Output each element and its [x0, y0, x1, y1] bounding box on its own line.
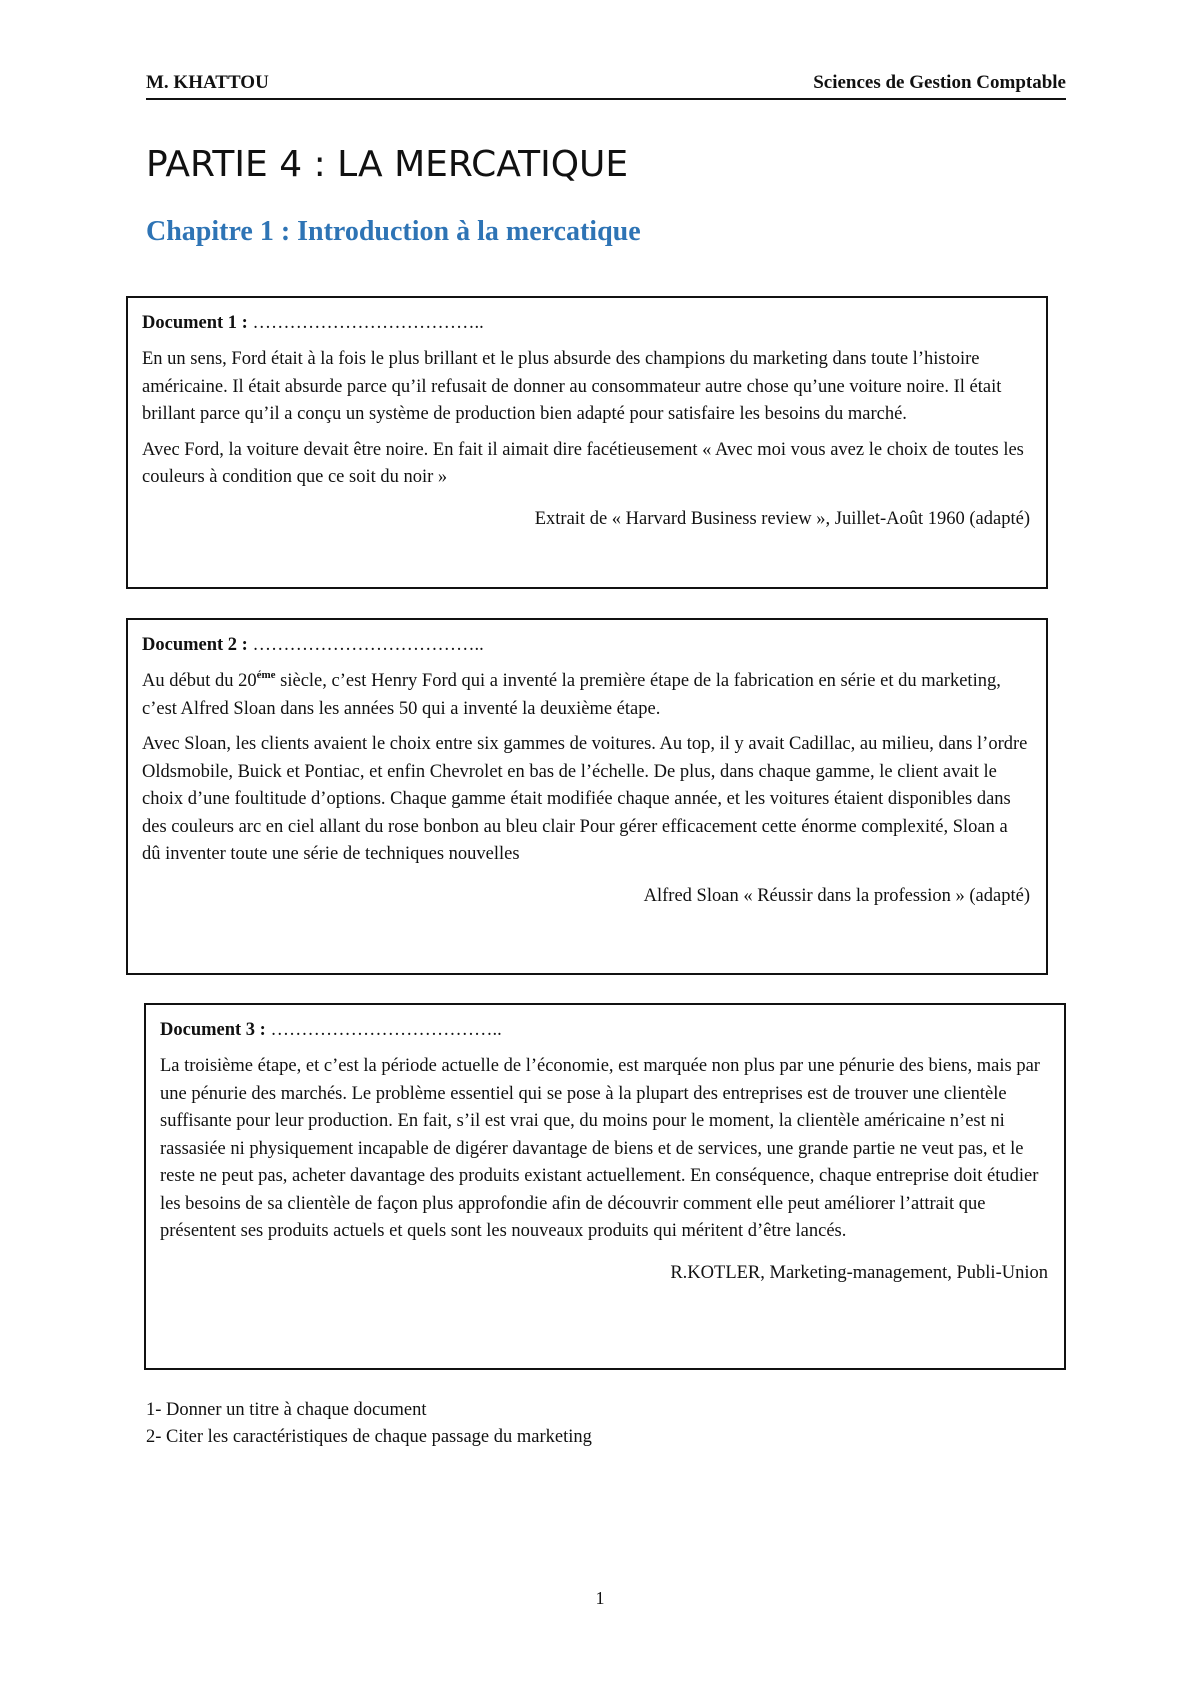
document-2-paragraph-2: Avec Sloan, les clients avaient le choix entre six gammes de voitures. Au top, il y avait Cadillac, au milieu, dans l’ordre Oldsmobile, Buick et Pontiac, et enfin Chevrolet en bas de l’échelle. De plus, dans chaque gamme, le client avait le choix d’une foultitude d’options. Chaque gamme était modifiée chaque année, et les voitures étaient disponibles dans des couleurs arc en ciel allant du rose bonbon au bleu clair Pour gérer efficacement cette énorme complexité, Sloan a dû inventer toute une série de techniques nouvelles — [142, 734, 1028, 864]
document-1-box — [126, 296, 1048, 589]
document-2-paragraph-1 — [142, 668, 1030, 723]
page-number: 1 — [595, 1588, 605, 1608]
document-1-paragraph-2: Avec Ford, la voiture devait être noire. En fait il aimait dire facétieusement « Avec moi vous avez le choix de toutes les couleurs à condition que ce soit du noir » — [142, 439, 1024, 487]
document-3-paragraph-1: La troisième étape, et c’est la période actuelle de l’économie, est marquée non plus par une pénurie des biens, mais par une pénurie des marchés. Le problème essentiel qui se pose à la plupart des entreprises est de trouver une clientèle suffisante pour leur production. En fait, s’il est vrai que, du moins pour le moment, la clientèle américaine n’est ni rassasiée ni physiquement incapable de digérer davantage de biens et de services, une grande partie ne veut pas, et le reste ne peut pas, acheter davantage des produits existant actuellement. En conséquence, chaque entreprise doit étudier les besoins de sa clientèle de façon plus approfondie afin de découvrir comment elle peut améliorer l’attrait que présentent ses produits actuels et quels sont les nouveaux produits qui méritent d’être lancés. — [160, 1056, 1040, 1241]
document-1-label: Document 1 : — [142, 313, 248, 333]
questions-list — [146, 1397, 592, 1451]
document-3-title-blank: ……………………………….. — [270, 1020, 502, 1040]
question-1: 1- Donner un titre à chaque document — [146, 1400, 427, 1420]
document-2-superscript: éme — [256, 669, 276, 681]
document-2-paragraph-1-start: Au début du 20 — [142, 671, 257, 691]
document-2-paragraph-1-end: siècle, c’est Henry Ford qui a inventé la première étape de la fabrication en série et du marketing, c’est Alfred Sloan dans les années 50 qui a inventé la deuxième étape. — [142, 671, 1001, 719]
part-title: PARTIE 4 : LA MERCATIQUE — [146, 144, 629, 185]
document-2-box — [126, 618, 1048, 975]
document-1-title-blank: ……………………………….. — [252, 313, 484, 333]
document-3-box — [144, 1003, 1066, 1370]
question-2: 2- Citer les caractéristiques de chaque passage du marketing — [146, 1427, 592, 1447]
document-2-title-blank: ……………………………….. — [252, 635, 484, 655]
document-3-label: Document 3 : — [160, 1020, 266, 1040]
page-header — [146, 72, 1066, 100]
header-author: M. KHATTOU — [146, 72, 269, 93]
document-1-heading — [142, 310, 1030, 336]
document-1-paragraph-1: En un sens, Ford était à la fois le plus brillant et le plus absurde des champions du marketing dans toute l’histoire américaine. Il était absurde parce qu’il refusait de donner au consommateur autre chose qu’une voiture noire. Il était brillant parce qu’il a conçu un système de production bien adapté pour satisfaire les besoins du marché. — [142, 349, 1002, 424]
header-subject: Sciences de Gestion Comptable — [813, 72, 1066, 93]
document-2-label: Document 2 : — [142, 635, 248, 655]
chapter-title: Chapitre 1 : Introduction à la mercatique — [146, 216, 641, 247]
document-3-source: R.KOTLER, Marketing-management, Publi-Union — [670, 1262, 1048, 1283]
document-1-source: Extrait de « Harvard Business review », Juillet-Août 1960 (adapté) — [534, 508, 1030, 529]
document-3-heading — [160, 1017, 1048, 1043]
document-2-heading — [142, 632, 1030, 658]
document-2-source: Alfred Sloan « Réussir dans la profession » (adapté) — [643, 885, 1030, 906]
